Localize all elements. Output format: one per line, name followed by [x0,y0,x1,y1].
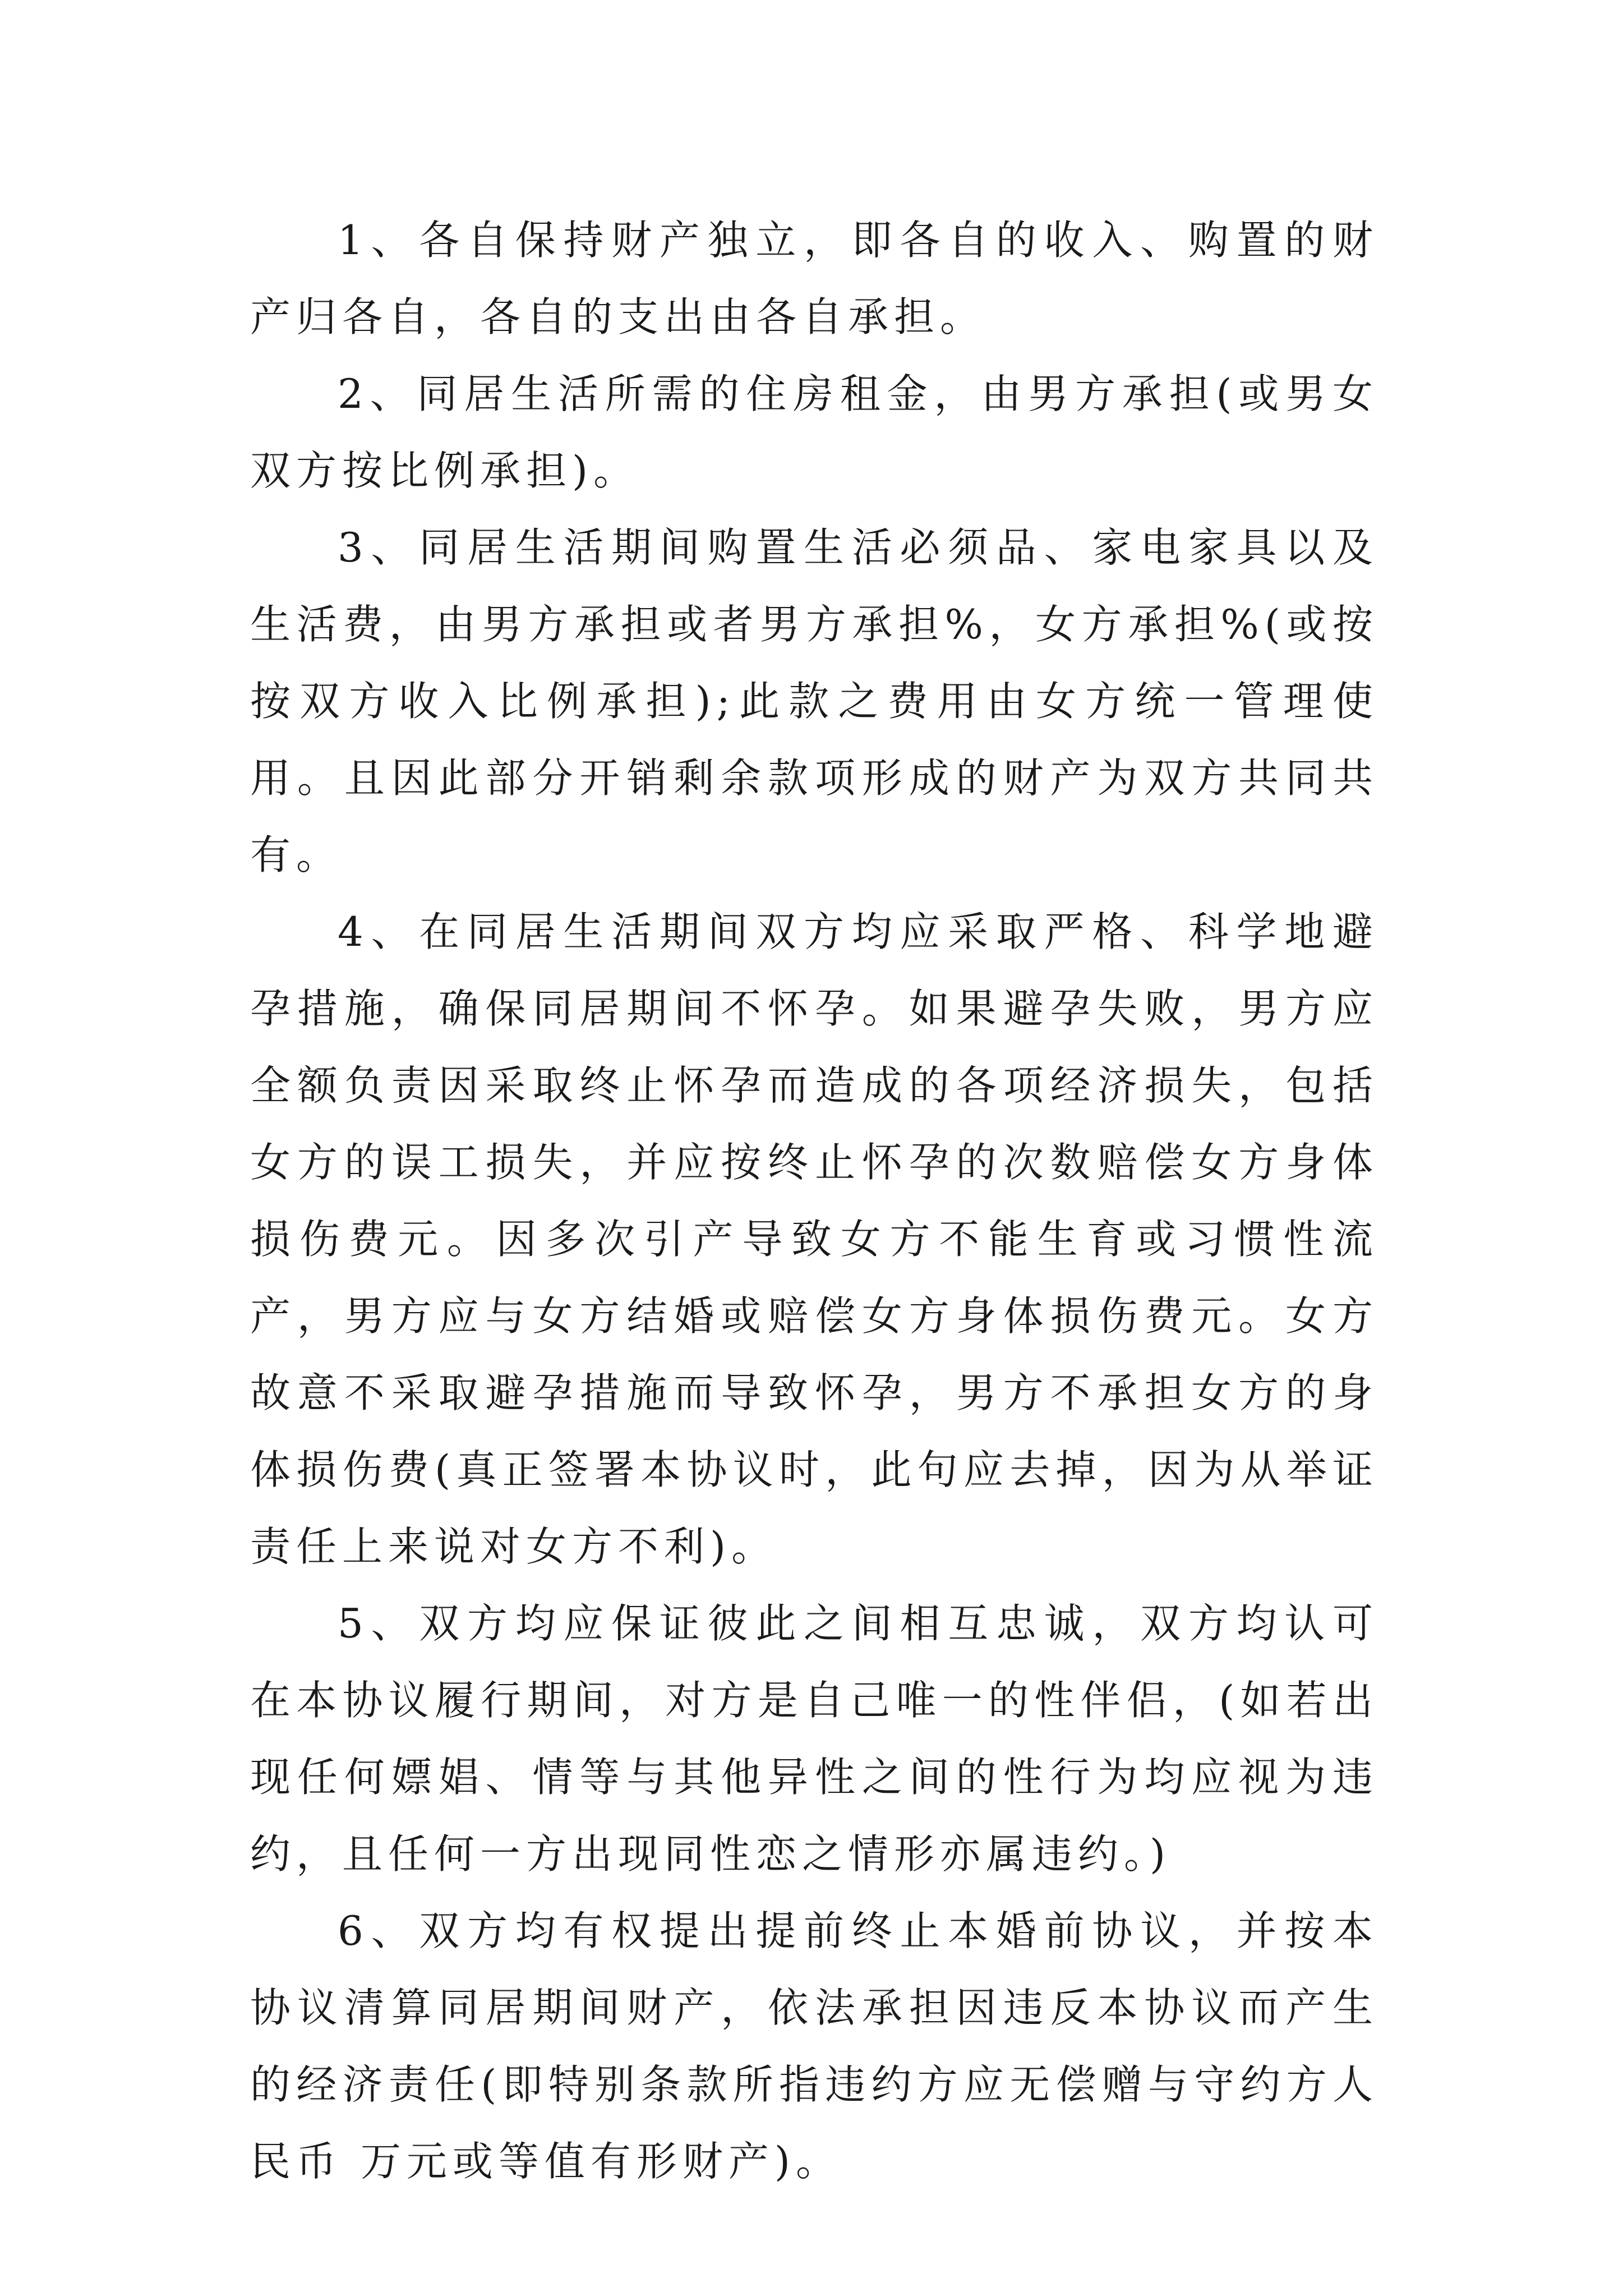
clause-5: 5、双方均应保证彼此之间相互忠诚，双方均认可在本协议履行期间，对方是自己唯一的性伴侣，(如若出现任何嫖娼、情等与其他异性之间的性行为均应视为违约，且任何一方出现同性恋之情形亦属违约。) [250,1600,1378,1878]
clause-1: 1、各自保持财产独立，即各自的收入、购置的财产归各自，各自的支出由各自承担。 [250,217,1378,341]
clause-6: 6、双方均有权提出提前终止本婚前协议，并按本协议清算同居期间财产，依法承担因违反本协议而产生的经济责任(即特别条款所指违约方应无偿赠与守约方人民币 万元或等值有形财产)。 [250,1907,1378,2185]
document-body [250,202,1378,2200]
clause-3: 3、同居生活期间购置生活必须品、家电家具以及生活费，由男方承担或者男方承担%，女方承担%(或按按双方收入比例承担);此款之费用由女方统一管理使用。且因此部分开销剩余款项形成的财产为双方共同共有。 [250,524,1378,878]
clause-2: 2、同居生活所需的住房租金，由男方承担(或男女双方按比例承担)。 [250,370,1378,494]
clause-4: 4、在同居生活期间双方均应采取严格、科学地避孕措施，确保同居期间不怀孕。如果避孕失败，男方应全额负责因采取终止怀孕而造成的各项经济损失，包括女方的误工损失，并应按终止怀孕的次数赔偿女方身体损伤费元。因多次引产导致女方不能生育或习惯性流产，男方应与女方结婚或赔偿女方身体损伤费元。女方故意不采取避孕措施而导致怀孕，男方不承担女方的身体损伤费(真正签署本协议时，此句应去掉，因为从举证责任上来说对女方不利)。 [250,908,1378,1570]
